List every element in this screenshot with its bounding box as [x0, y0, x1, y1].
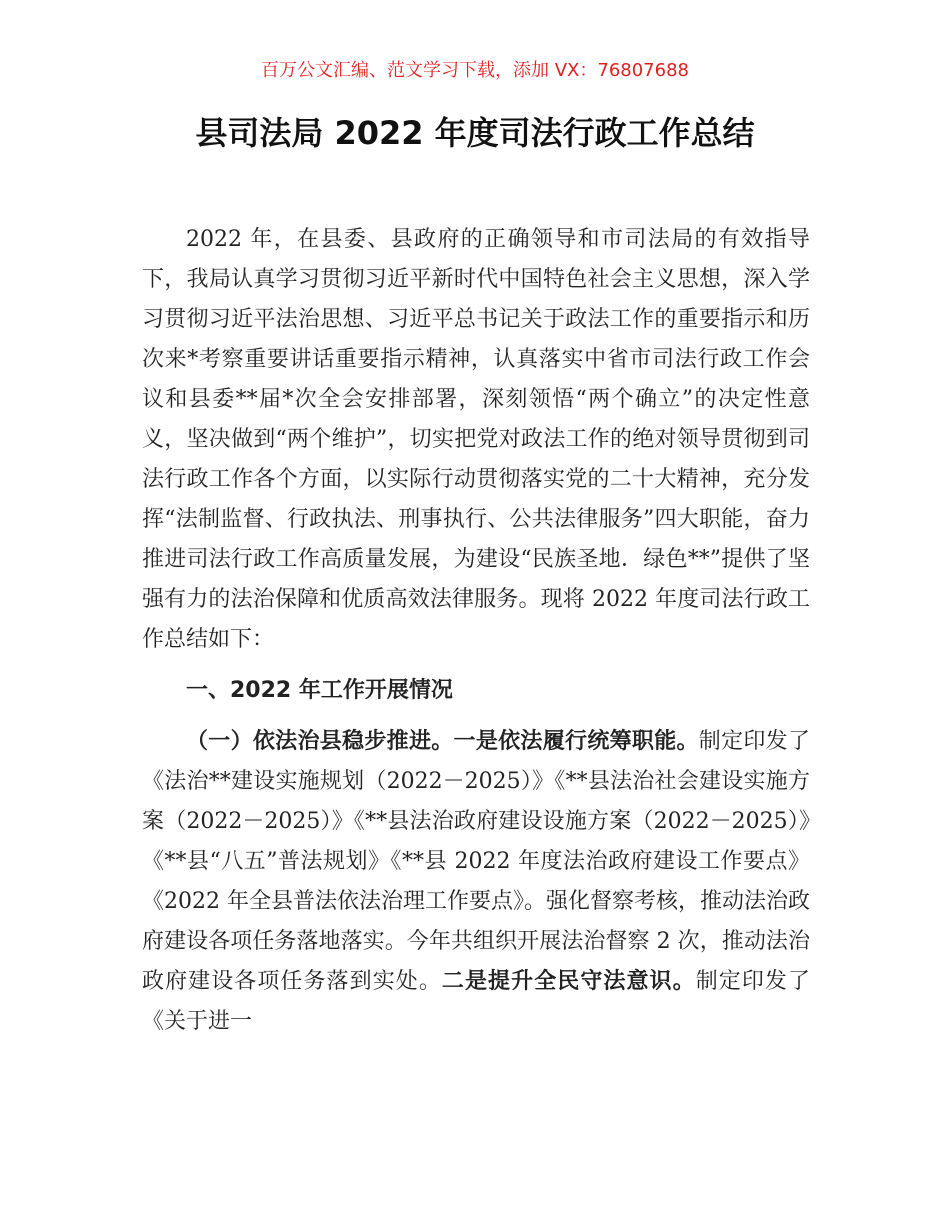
point-1-title: 一是依法履行统筹职能。: [453, 729, 699, 754]
point-2-title: 二是提升全民守法意识。: [441, 969, 696, 994]
watermark-header: 百万公文汇编、范文学习下载，添加 VX：76807688: [261, 60, 689, 81]
intro-paragraph: 2022 年，在县委、县政府的正确领导和市司法局的有效指导下，我局认真学习贯彻习近平新时代中国特色社会主义思想，深入学习贯彻习近平法治思想、习近平总书记关于政法工作的重要指示和历次来*考察重要讲话重要指示精神，认真落实中省市司法行政工作会议和县委**届*次全会安排部署，深刻领悟“两个确立”的决定性意义，坚决做到“两个维护”，切实把党对政法工作的绝对领导贯彻到司法行政工作各个方面，以实际行动贯彻落实党的二十大精神，充分发挥“法制监督、行政执法、刑事执行、公共法律服务”四大职能，奋力推进司法行政工作高质量发展，为建设“民族圣地．绿色**”提供了坚强有力的法治保障和优质高效法律服务。现将 2022 年度司法行政工作总结如下：: [142, 227, 810, 652]
point-1-text: 制定印发了《法治**建设实施规划（2022－2025）》《**县法治社会建设实施方案（2022－2025）》《**县法治政府建设设施方案（2022－2025）》《**县“八五”普法规划》《**县 2022 年度法治政府建设工作要点》《2022 年全县普法依法治理工作要点》。强化督察考核，推动法治政府建设各项任务落地落实。今年共组织开展法治督察 2 次，推动法治政府建设各项任务落到实处。: [142, 729, 810, 994]
document-body: [142, 220, 810, 1042]
point-2-text: 制定印发了《关于进一: [142, 969, 810, 1034]
subsection-heading: （一）依法治县稳步推进。: [186, 729, 454, 754]
document-title: 县司法局 2022 年度司法行政工作总结: [195, 114, 755, 152]
section-heading: 一、2022 年工作开展情况: [186, 678, 453, 703]
subsection-paragraph: [142, 722, 810, 1042]
